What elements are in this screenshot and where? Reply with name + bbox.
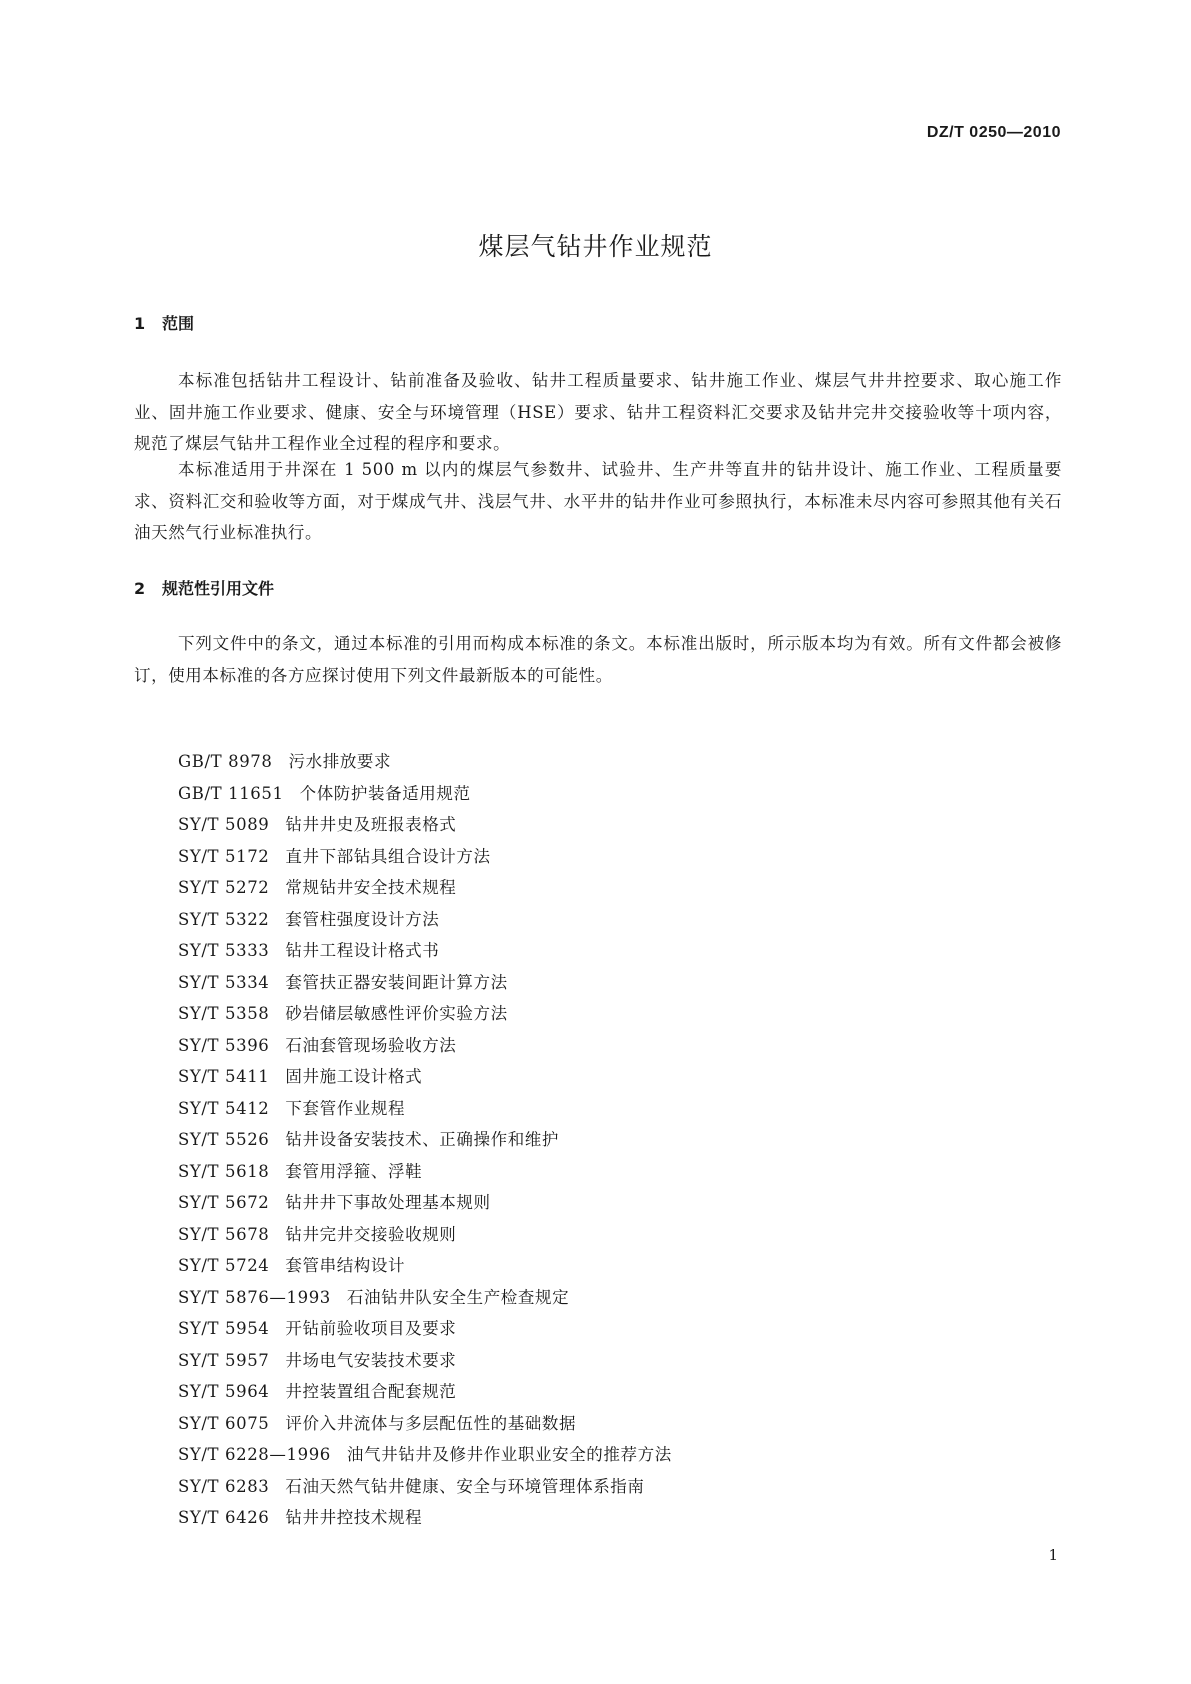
reference-title: 井控装置组合配套规范 (285, 1382, 457, 1401)
reference-title: 套管柱强度设计方法 (285, 909, 440, 929)
reference-title: 石油天然气钻井健康、安全与环境管理体系指南 (285, 1476, 645, 1496)
reference-code: SY/T 5957 (178, 1350, 270, 1370)
reference-item (178, 1187, 672, 1219)
reference-code: SY/T 5526 (178, 1130, 270, 1149)
reference-title: 钻井井控技术规程 (285, 1508, 423, 1527)
paragraph: 下列文件中的条文，通过本标准的引用而构成本标准的条文。本标准出版时，所示版本均为有效。所有文件都会被修订，使用本标准的各方应探讨使用下列文件最新版本的可能性。 (134, 634, 1062, 685)
reference-title: 钻井井史及班报表格式 (285, 815, 457, 834)
reference-item (178, 1030, 672, 1062)
reference-item (178, 1471, 672, 1503)
reference-item (178, 1439, 672, 1471)
reference-item (178, 872, 672, 904)
reference-item (178, 1250, 672, 1282)
reference-code: SY/T 6426 (178, 1508, 270, 1527)
reference-title: 钻井井下事故处理基本规则 (285, 1193, 491, 1212)
reference-code: SY/T 5089 (178, 815, 270, 834)
reference-title: 石油套管现场验收方法 (285, 1035, 457, 1055)
reference-item (178, 904, 672, 936)
reference-code: SY/T 5618 (178, 1161, 270, 1181)
paragraph: 本标准包括钻井工程设计、钻前准备及验收、钻井工程质量要求、钻井施工作业、煤层气井井控要求、取心施工作业、固井施工作业要求、健康、安全与环境管理（HSE）要求、钻井工程资料汇交要求及钻井完井交接验收等十项内容，规范了煤层气钻井工程作业全过程的程序和要求。 (134, 371, 1062, 453)
section-number: 2 (134, 579, 146, 598)
section-1-heading (134, 311, 194, 334)
reference-item (178, 1313, 672, 1345)
reference-code: SY/T 5334 (178, 972, 270, 992)
reference-code: SY/T 5333 (178, 941, 270, 960)
reference-title: 个体防护装备适用规范 (299, 783, 471, 803)
reference-item (178, 1282, 672, 1314)
reference-code: SY/T 5322 (178, 909, 270, 929)
section-title: 规范性引用文件 (162, 579, 275, 598)
reference-list (178, 746, 672, 1534)
reference-title: 钻井工程设计格式书 (285, 941, 440, 960)
reference-item (178, 746, 672, 778)
reference-title: 套管串结构设计 (285, 1256, 406, 1275)
reference-code: SY/T 5172 (178, 846, 270, 866)
reference-item (178, 778, 672, 810)
reference-code: SY/T 6075 (178, 1413, 270, 1433)
reference-code: SY/T 5412 (178, 1098, 270, 1118)
reference-code: SY/T 5678 (178, 1224, 270, 1244)
reference-code: SY/T 6283 (178, 1476, 270, 1496)
paragraph: 本标准适用于井深在 1 500 m 以内的煤层气参数井、试验井、生产井等直井的钻井设计、施工作业、工程质量要求、资料汇交和验收等方面，对于煤成气井、浅层气井、水平井的钻井作业可参照执行，本标准未尽内容可参照其他有关石油天然气行业标准执行。 (134, 460, 1062, 542)
reference-item (178, 1061, 672, 1093)
reference-title: 石油钻井队安全生产检查规定 (346, 1287, 570, 1307)
reference-code: SY/T 5964 (178, 1382, 270, 1401)
reference-title: 固井施工设计格式 (285, 1067, 423, 1086)
reference-item (178, 998, 672, 1030)
reference-item (178, 809, 672, 841)
reference-code: SY/T 5724 (178, 1256, 270, 1275)
reference-title: 套管扶正器安装间距计算方法 (285, 972, 508, 992)
standard-code: DZ/T 0250—2010 (926, 124, 1061, 141)
reference-code: GB/T 8978 (178, 752, 273, 771)
reference-item (178, 1345, 672, 1377)
reference-title: 直井下部钻具组合设计方法 (285, 846, 491, 866)
reference-title: 井场电气安装技术要求 (285, 1350, 457, 1370)
reference-item (178, 1124, 672, 1156)
reference-title: 常规钻井安全技术规程 (285, 878, 457, 897)
reference-code: SY/T 6228—1996 (178, 1445, 331, 1464)
reference-title: 钻井完井交接验收规则 (285, 1224, 457, 1244)
reference-title: 开钻前验收项目及要求 (285, 1319, 457, 1338)
reference-code: SY/T 5272 (178, 878, 270, 897)
reference-item (178, 967, 672, 999)
reference-title: 下套管作业规程 (285, 1098, 406, 1118)
reference-title: 污水排放要求 (288, 752, 392, 771)
reference-code: GB/T 11651 (178, 783, 284, 803)
reference-title: 砂岩储层敏感性评价实验方法 (285, 1004, 508, 1023)
section-title: 范围 (162, 314, 195, 333)
reference-title: 钻井设备安装技术、正确操作和维护 (285, 1130, 560, 1149)
section-number: 1 (134, 314, 146, 333)
reference-title: 油气井钻井及修井作业职业安全的推荐方法 (346, 1445, 672, 1464)
reference-title: 套管用浮箍、浮鞋 (285, 1161, 423, 1181)
reference-item (178, 1502, 672, 1534)
reference-item (178, 1219, 672, 1251)
reference-code: SY/T 5396 (178, 1035, 270, 1055)
reference-code: SY/T 5954 (178, 1319, 270, 1338)
reference-item (178, 935, 672, 967)
document-title: 煤层气钻井作业规范 (478, 232, 713, 261)
section-2-heading (134, 576, 274, 599)
reference-code: SY/T 5672 (178, 1193, 270, 1212)
reference-item (178, 1376, 672, 1408)
reference-code: SY/T 5411 (178, 1067, 270, 1086)
reference-item (178, 1156, 672, 1188)
reference-code: SY/T 5876—1993 (178, 1287, 331, 1307)
reference-item (178, 1408, 672, 1440)
reference-code: SY/T 5358 (178, 1004, 270, 1023)
reference-title: 评价入井流体与多层配伍性的基础数据 (285, 1413, 577, 1433)
reference-item (178, 841, 672, 873)
reference-item (178, 1093, 672, 1125)
page-number: 1 (1048, 1546, 1058, 1564)
